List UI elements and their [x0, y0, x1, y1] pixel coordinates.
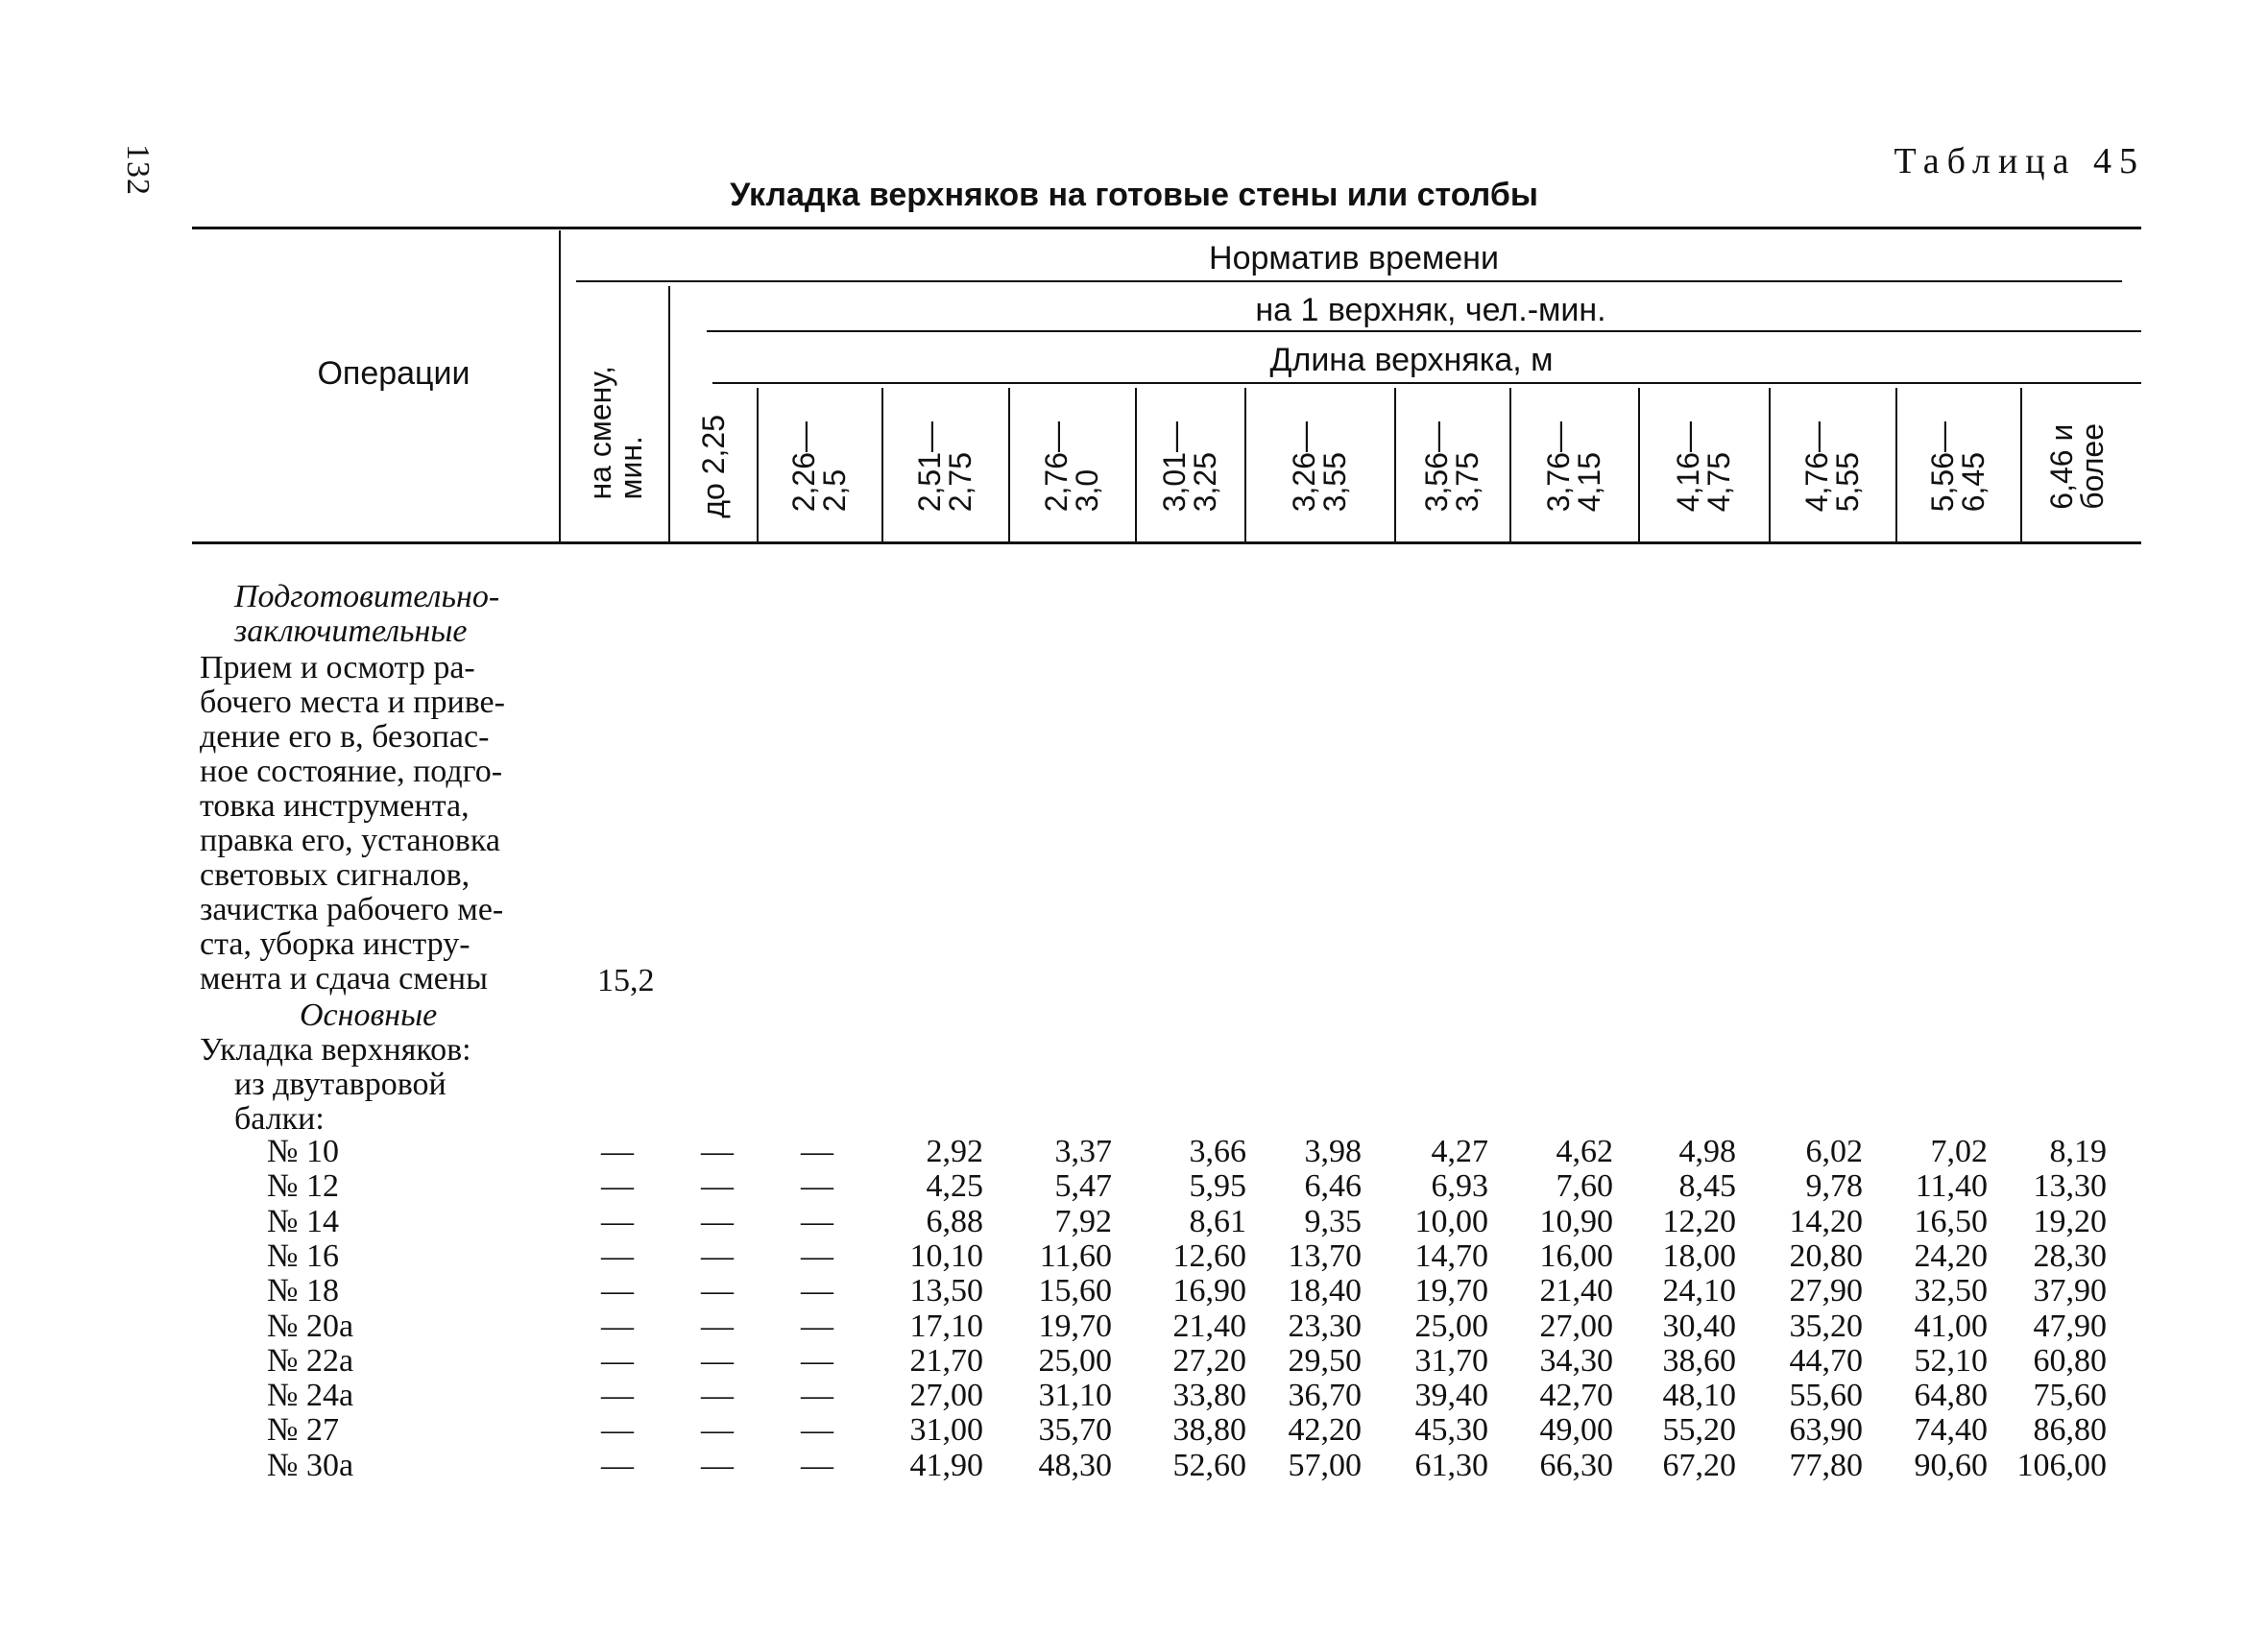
prep-line: правка его, установка — [200, 823, 500, 858]
empty-cell-dash: — — [801, 1342, 833, 1379]
empty-cell-dash: — — [601, 1203, 634, 1239]
per-one-header: на 1 верхняк, чел.-мин. — [1255, 292, 1606, 328]
empty-cell-dash: — — [801, 1168, 833, 1205]
table-cell: 3,98 — [1304, 1134, 1362, 1169]
table-cell: 13,30 — [2033, 1168, 2107, 1205]
table-cell: 9,78 — [1805, 1168, 1863, 1205]
operations-header: Операции — [317, 355, 470, 392]
table-cell: 86,80 — [2033, 1412, 2107, 1449]
length-col-header: до 2,25 — [696, 415, 731, 518]
table-cell: 31,70 — [1414, 1342, 1488, 1379]
prep-line: Прием и осмотр ра- — [200, 650, 475, 685]
table-cell: 23,30 — [1288, 1308, 1362, 1344]
main-line: из двутавровой — [234, 1067, 446, 1102]
prep-value: 15,2 — [597, 963, 655, 998]
table-cell: 7,92 — [1054, 1203, 1112, 1239]
table-cell: 8,61 — [1189, 1203, 1246, 1239]
table-cell: 57,00 — [1288, 1447, 1362, 1483]
table-cell: 34,30 — [1539, 1342, 1613, 1379]
table-cell: 106,00 — [2016, 1447, 2107, 1483]
table-row — [0, 1379, 2268, 1413]
empty-cell-dash: — — [801, 1203, 833, 1239]
empty-cell-dash: — — [801, 1378, 833, 1414]
prep-title: Подготовительно- заключительные — [234, 579, 500, 649]
table-row — [0, 1274, 2268, 1309]
table-cell: 27,00 — [909, 1378, 983, 1414]
table-cell: 35,20 — [1789, 1308, 1863, 1344]
table-cell: 6,02 — [1805, 1134, 1863, 1169]
length-col-header: 2,26— 2,5 — [786, 420, 852, 513]
table-cell: 19,20 — [2033, 1203, 2107, 1239]
empty-cell-dash: — — [601, 1168, 634, 1205]
prep-line: бочего места и приве- — [200, 684, 505, 720]
table-cell: 10,10 — [909, 1237, 983, 1274]
table-cell: 27,90 — [1789, 1273, 1863, 1309]
per-one-underline — [707, 330, 2141, 332]
empty-cell-dash: — — [701, 1308, 734, 1344]
length-col-header: 4,16— 4,75 — [1671, 420, 1736, 513]
norm-underline — [576, 280, 2122, 282]
length-underline — [712, 382, 2141, 384]
table-cell: 41,00 — [1914, 1308, 1988, 1344]
table-row — [0, 1449, 2268, 1483]
table-cell: 4,25 — [926, 1168, 983, 1205]
length-header: Длина верхняка, м — [1269, 342, 1554, 378]
table-cell: 44,70 — [1789, 1342, 1863, 1379]
table-cell: 27,20 — [1172, 1342, 1246, 1379]
table-cell: 25,00 — [1414, 1308, 1488, 1344]
table-cell: 38,80 — [1172, 1412, 1246, 1449]
table-cell: 11,40 — [1915, 1168, 1988, 1205]
empty-cell-dash: — — [601, 1308, 634, 1344]
empty-cell-dash: — — [601, 1378, 634, 1414]
length-col-header: 6,46 и более — [2044, 423, 2110, 510]
empty-cell-dash: — — [601, 1134, 634, 1169]
table-cell: 5,47 — [1054, 1168, 1112, 1205]
per-shift-header: на смену, мин. — [583, 366, 648, 500]
empty-cell-dash: — — [701, 1203, 734, 1239]
empty-cell-dash: — — [701, 1342, 734, 1379]
table-cell: 16,50 — [1914, 1203, 1988, 1239]
row-label: № 27 — [267, 1412, 339, 1449]
table-cell: 19,70 — [1414, 1273, 1488, 1309]
table-cell: 52,60 — [1172, 1447, 1246, 1483]
table-cell: 25,00 — [1038, 1342, 1112, 1379]
table-cell: 31,00 — [909, 1412, 983, 1449]
table-cell: 39,40 — [1414, 1378, 1488, 1414]
table-cell: 20,80 — [1789, 1237, 1863, 1274]
table-cell: 21,40 — [1172, 1308, 1246, 1344]
table-cell: 15,60 — [1038, 1273, 1112, 1309]
table-cell: 16,90 — [1172, 1273, 1246, 1309]
table-cell: 90,60 — [1914, 1447, 1988, 1483]
table-cell: 8,45 — [1678, 1168, 1736, 1205]
row-label: № 18 — [267, 1273, 339, 1309]
table-cell: 63,90 — [1789, 1412, 1863, 1449]
main-line: Укладка верхняков: — [200, 1032, 471, 1068]
empty-cell-dash: — — [801, 1308, 833, 1344]
table-cell: 3,66 — [1189, 1134, 1246, 1169]
table-cell: 11,60 — [1039, 1237, 1112, 1274]
table-cell: 61,30 — [1414, 1447, 1488, 1483]
table-cell: 9,35 — [1304, 1203, 1362, 1239]
prep-line: мента и сдача смены — [200, 961, 488, 997]
table-cell: 31,10 — [1038, 1378, 1112, 1414]
table-cell: 55,20 — [1662, 1412, 1736, 1449]
table-cell: 45,30 — [1414, 1412, 1488, 1449]
table-row — [0, 1239, 2268, 1274]
row-label: № 16 — [267, 1237, 339, 1274]
table-cell: 28,30 — [2033, 1237, 2107, 1274]
empty-cell-dash: — — [701, 1447, 734, 1483]
length-col-header: 2,76— 3,0 — [1039, 420, 1104, 513]
table-cell: 6,88 — [926, 1203, 983, 1239]
main-title: Основные — [300, 997, 438, 1033]
table-cell: 33,80 — [1172, 1378, 1246, 1414]
table-cell: 7,60 — [1556, 1168, 1613, 1205]
operations-divider — [559, 230, 561, 541]
table-cell: 12,60 — [1172, 1237, 1246, 1274]
length-col-header: 3,01— 3,25 — [1157, 420, 1222, 513]
empty-cell-dash: — — [601, 1273, 634, 1309]
table-cell: 18,40 — [1288, 1273, 1362, 1309]
table-title: Укладка верхняков на готовые стены или столбы — [730, 177, 1538, 213]
row-label: № 22а — [267, 1342, 354, 1379]
table-cell: 4,98 — [1678, 1134, 1736, 1169]
empty-cell-dash: — — [701, 1134, 734, 1169]
table-cell: 30,40 — [1662, 1308, 1736, 1344]
empty-cell-dash: — — [801, 1273, 833, 1309]
page-number: 132 — [120, 144, 156, 196]
table-cell: 75,60 — [2033, 1378, 2107, 1414]
table-cell: 10,00 — [1414, 1203, 1488, 1239]
table-row — [0, 1169, 2268, 1204]
length-col-header: 2,51— 2,75 — [912, 420, 977, 513]
prep-line: ста, уборка инстру- — [200, 926, 470, 962]
empty-cell-dash: — — [701, 1412, 734, 1449]
length-col-header: 3,76— 4,15 — [1541, 420, 1606, 513]
table-cell: 5,95 — [1189, 1168, 1246, 1205]
table-cell: 27,00 — [1539, 1308, 1613, 1344]
table-cell: 4,27 — [1431, 1134, 1488, 1169]
table-cell: 41,90 — [909, 1447, 983, 1483]
empty-cell-dash: — — [701, 1378, 734, 1414]
table-cell: 37,90 — [2033, 1273, 2107, 1309]
table-cell: 6,46 — [1304, 1168, 1362, 1205]
table-cell: 24,20 — [1914, 1237, 1988, 1274]
empty-cell-dash: — — [701, 1273, 734, 1309]
prep-line: зачистка рабочего ме- — [200, 892, 504, 927]
table-cell: 14,20 — [1789, 1203, 1863, 1239]
table-cell: 7,02 — [1930, 1134, 1988, 1169]
table-cell: 52,10 — [1914, 1342, 1988, 1379]
table-cell: 60,80 — [2033, 1342, 2107, 1379]
row-label: № 24а — [267, 1378, 354, 1414]
table-cell: 19,70 — [1038, 1308, 1112, 1344]
row-label: № 14 — [267, 1203, 339, 1239]
empty-cell-dash: — — [801, 1134, 833, 1169]
header-bottom-rule — [192, 541, 2141, 544]
table-cell: 3,37 — [1054, 1134, 1112, 1169]
table-cell: 18,00 — [1662, 1237, 1736, 1274]
length-col-header: 4,76— 5,55 — [1799, 420, 1865, 513]
table-cell: 66,30 — [1539, 1447, 1613, 1483]
table-row — [0, 1205, 2268, 1239]
length-col-header: 3,56— 3,75 — [1419, 420, 1484, 513]
row-label: № 30а — [267, 1447, 354, 1483]
table-cell: 49,00 — [1539, 1412, 1613, 1449]
table-cell: 16,00 — [1539, 1237, 1613, 1274]
table-cell: 48,30 — [1038, 1447, 1112, 1483]
table-cell: 42,20 — [1288, 1412, 1362, 1449]
empty-cell-dash: — — [801, 1237, 833, 1274]
prep-line: ное состояние, подго- — [200, 754, 503, 789]
table-cell: 21,70 — [909, 1342, 983, 1379]
table-cell: 24,10 — [1662, 1273, 1736, 1309]
row-label: № 20а — [267, 1308, 354, 1344]
table-row — [0, 1413, 2268, 1448]
empty-cell-dash: — — [701, 1237, 734, 1274]
table-cell: 10,90 — [1539, 1203, 1613, 1239]
table-cell: 2,92 — [926, 1134, 983, 1169]
prep-line: световых сигналов, — [200, 857, 470, 893]
table-row — [0, 1309, 2268, 1344]
table-cell: 67,20 — [1662, 1447, 1736, 1483]
table-cell: 13,70 — [1288, 1237, 1362, 1274]
table-cell: 55,60 — [1789, 1378, 1863, 1414]
table-cell: 48,10 — [1662, 1378, 1736, 1414]
table-cell: 74,40 — [1914, 1412, 1988, 1449]
length-col-header: 3,26— 3,55 — [1287, 420, 1352, 513]
empty-cell-dash: — — [801, 1447, 833, 1483]
table-cell: 14,70 — [1414, 1237, 1488, 1274]
row-label: № 10 — [267, 1134, 339, 1169]
table-cell: 64,80 — [1914, 1378, 1988, 1414]
table-cell: 13,50 — [909, 1273, 983, 1309]
table-cell: 77,80 — [1789, 1447, 1863, 1483]
table-cell: 6,93 — [1431, 1168, 1488, 1205]
table-cell: 47,90 — [2033, 1308, 2107, 1344]
norm-time-header: Норматив времени — [1209, 240, 1499, 276]
table-cell: 4,62 — [1556, 1134, 1613, 1169]
table-cell: 38,60 — [1662, 1342, 1736, 1379]
length-col-header: 5,56— 6,45 — [1925, 420, 1991, 513]
main-line: балки: — [234, 1101, 325, 1137]
prep-line: дение его в, безопас- — [200, 719, 490, 755]
table-row — [0, 1135, 2268, 1169]
table-cell: 12,20 — [1662, 1203, 1736, 1239]
row-label: № 12 — [267, 1168, 339, 1205]
table-row — [0, 1344, 2268, 1379]
table-label: Таблица 45 — [1894, 141, 2145, 181]
top-rule — [192, 227, 2141, 229]
table-cell: 42,70 — [1539, 1378, 1613, 1414]
table-cell: 36,70 — [1288, 1378, 1362, 1414]
empty-cell-dash: — — [601, 1447, 634, 1483]
table-cell: 32,50 — [1914, 1273, 1988, 1309]
empty-cell-dash: — — [801, 1412, 833, 1449]
empty-cell-dash: — — [601, 1342, 634, 1379]
empty-cell-dash: — — [701, 1168, 734, 1205]
table-cell: 35,70 — [1038, 1412, 1112, 1449]
table-cell: 21,40 — [1539, 1273, 1613, 1309]
table-cell: 17,10 — [909, 1308, 983, 1344]
table-cell: 29,50 — [1288, 1342, 1362, 1379]
prep-description — [200, 651, 565, 997]
empty-cell-dash: — — [601, 1237, 634, 1274]
main-description — [200, 1033, 471, 1137]
empty-cell-dash: — — [601, 1412, 634, 1449]
prep-line: товка инструмента, — [200, 788, 470, 824]
table-cell: 8,19 — [2049, 1134, 2107, 1169]
